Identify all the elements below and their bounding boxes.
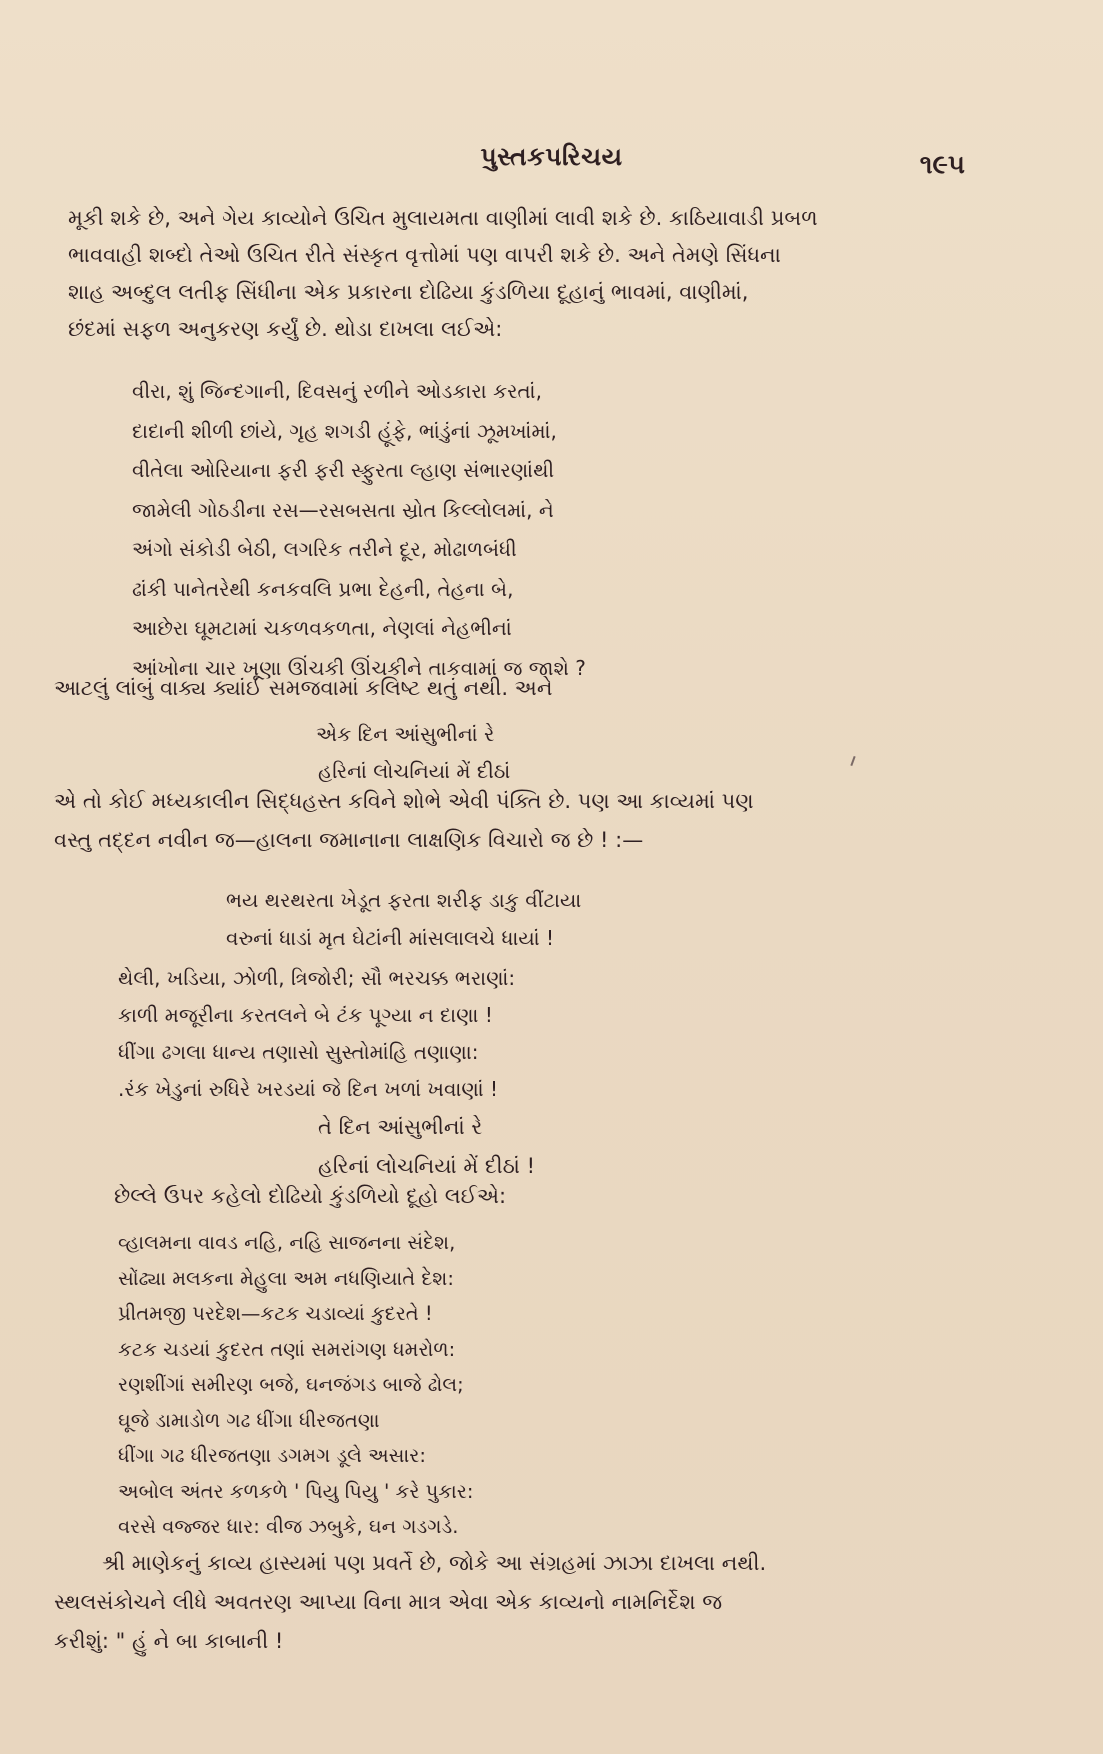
verse-line: કટક ચડયાં કુદરત તણાં સમરાંગણ ધમરોળ: — [118, 1337, 456, 1361]
text-line: એ તો કોઈ મધ્યકાલીન સિદ્ધહસ્ત કવિને શોભે એવી પંક્તિ છે. પણ આ કાવ્યમાં પણ — [54, 789, 754, 813]
text-line: ભાવવાહી શબ્દો તેઓ ઉચિત રીતે સંસ્કૃત વૃત્તોમાં પણ વાપરી શકે છે. અને તેમણે સિંધના — [68, 243, 781, 267]
verse-line: .રંક ખેડુનાં રુધિરે ખરડયાં જે દિન ખળાં ખવાણાં ! — [118, 1077, 499, 1101]
verse-line: વરસે વજ્જર ધાર: વીજ ઝબુકે, ઘન ગડગડે. — [118, 1515, 459, 1538]
verse-line: વ્હાલમના વાવડ નહિ, નહિ સાજનના સંદેશ, — [118, 1231, 456, 1254]
verse-line: ધીંગા ઢગલા ધાન્ય તણાસો સુસ્તોમાંહિ તણાણા: — [118, 1040, 479, 1064]
verse-line: પ્રીતમજી પરદેશ—કટક ચડાવ્યાં કુદરતે ! — [118, 1302, 433, 1325]
refrain-quote-2 — [318, 1108, 535, 1186]
verse-line: ભય થરથરતા ખેડૂત ફરતા શરીફ ડાકુ વીંટાયા — [226, 888, 582, 912]
poem-quote-1 — [132, 372, 586, 688]
verse-line: હરિનાં લોચનિયાં મેં દીઠાં — [318, 759, 511, 783]
text-line: મૂકી શકે છે, અને ગેય કાવ્યોને ઉચિત મુલાયમતા વાણીમાં લાવી શકે છે. કાઠિયાવાડી પ્રબળ — [68, 206, 818, 230]
verse-line: આંખોના ચાર ખૂણા ઊંચકી ઊંચકીને તાકવામાં જ જાશે ? — [132, 655, 586, 680]
paper-mark — [850, 756, 855, 766]
prose-paragraph-2 — [54, 676, 552, 701]
prose-paragraph-3 — [54, 782, 754, 860]
verse-line: અંગો સંકોડી બેઠી, લગરિક તરીને દૂર, મોઢાળબંધી — [132, 537, 517, 561]
verse-line: ધીંગા ગઢ ધીરજતણા ડગમગ ડૂલે અસાર: — [118, 1444, 426, 1467]
poem-quote-2 — [118, 1225, 473, 1545]
verse-line: સોંઢ્યા મલકના મેહુલા અમ નધણિયાતે દેશ: — [118, 1266, 454, 1290]
text-line: છેલ્લે ઉપર કહેલો દોઢિયો કુંડળિયો દૂહો લઈએ: — [114, 1184, 507, 1208]
verse-line: કાળી મજૂરીના કરતલને બે ટંક પૂગ્યા ન દાણા ! — [118, 1003, 493, 1027]
verse-line: એક દિન આંસુભીનાં રે — [316, 722, 495, 746]
text-line: છંદમાં સફળ અનુકરણ કર્યું છે. થોડા દાખલા લઈએ: — [68, 317, 503, 341]
prose-paragraph-1 — [68, 200, 818, 348]
text-line: સ્થલસંકોચને લીધે અવતરણ આપ્યા વિના માત્ર એવા એક કાવ્યનો નામનિર્દેશ જ — [54, 1590, 723, 1614]
verse-line: ઢાંકી પાનેતરેથી કનકવલિ પ્રભા દેહની, તેહના બે, — [132, 576, 514, 601]
prose-paragraph-4 — [114, 1184, 506, 1209]
text-line: કરીશું: " હું ને બા કાબાની ! — [54, 1629, 284, 1653]
verse-line: રણશીંગાં સમીરણ બજે, ઘનજંગડ બાજે ઢોલ; — [118, 1373, 464, 1396]
verse-line: દાદાની શીળી છાંયે, ગૃહ શગડી હૂંફે, ભાંડુંનાં ઝૂમખાંમાં, — [132, 418, 557, 443]
text-line: વસ્તુ તદ્દન નવીન જ—હાલના જમાનાના લાક્ષણિક વિચારો જ છે ! :— — [54, 828, 644, 852]
verse-line: થેલી, ખડિયા, ઝોળી, ત્રિજોરી; સૌ ભરચક્ક ભરાણાં: — [118, 966, 516, 990]
verse-line: આછેરા ઘૂમટામાં ચકળવકળતા, નેણલાં નેહભીનાં — [132, 616, 512, 640]
verse-line: વીતેલા ઓરિયાના ફરી ફરી સ્ફુરતા લ્હાણ સંભારણાંથી — [132, 458, 555, 482]
verse-line: વીરા, શું જિન્દગાની, દિવસનું રળીને ઓડકારા કરતાં, — [132, 379, 542, 403]
verse-line: વરુનાં ધાડાં મૃત ઘેટાંની માંસલાલચે ધાયાં ! — [226, 926, 555, 950]
text-line: આટલું લાંબું વાક્ય ક્યાંઈ સમજવામાં કલિષ્ટ થતું નથી. અને — [54, 676, 553, 700]
text-line: શાહ અબ્દુલ લતીફ સિંધીના એક પ્રકારના દોઢિયા કુંડળિયા દૂહાનું ભાવમાં, વાણીમાં, — [68, 280, 749, 304]
stanza-quote — [118, 960, 515, 1108]
verse-line: હરિનાં લોચનિયાં મેં દીઠાં ! — [318, 1154, 536, 1178]
prose-paragraph-5 — [54, 1544, 766, 1661]
verse-line: અબોલ અંતર કળકળે ' પિયુ પિયુ ' કરે પુકાર: — [118, 1479, 474, 1503]
refrain-quote-1 — [316, 716, 510, 790]
page-header-title: પુસ્તકપરિચય — [480, 142, 623, 171]
text-line: શ્રી માણેકનું કાવ્ય હાસ્યમાં પણ પ્રવર્તે છે, જોકે આ સંગ્રહમાં ઝાઝા દાખલા નથી. — [102, 1551, 767, 1575]
verse-line: જામેલી ગોઠડીના રસ—રસબસતા સ્રોત કિલ્લોલમાં, ને — [132, 497, 554, 522]
couplet-quote — [226, 881, 581, 957]
verse-line: તે દિન આંસુભીનાં રે — [318, 1115, 483, 1139]
page-number: ૧૯૫ — [919, 150, 965, 180]
verse-line: ઘૂજે ડામાડોળ ગઢ ધીંગા ધીરજતણા — [118, 1408, 380, 1432]
